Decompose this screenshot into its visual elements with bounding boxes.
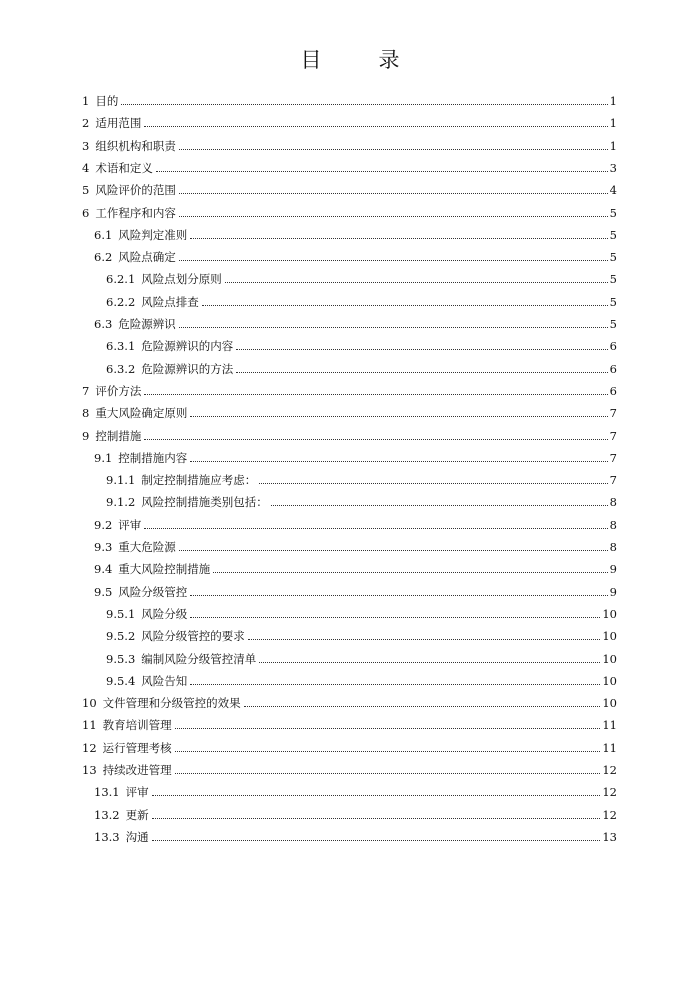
toc-entry[interactable]: [82, 198, 617, 220]
toc-entry-page-number: 10: [602, 651, 617, 666]
toc-entry-page-number: 5: [609, 205, 617, 220]
toc-entry-number: 7: [82, 383, 90, 398]
toc-entry-number: 6.3: [94, 317, 113, 331]
toc-dot-leader: [144, 527, 607, 529]
toc-entry[interactable]: [82, 86, 617, 108]
toc-entry-title: 风险控制措施类别包括：: [141, 495, 268, 510]
toc-dot-leader: [190, 237, 607, 239]
toc-dot-leader: [248, 638, 601, 640]
toc-entry-title: 更新: [125, 807, 149, 822]
toc-entry-number: 9.1: [94, 450, 113, 465]
toc-dot-leader: [175, 772, 601, 774]
toc-entry-number: 4: [82, 160, 90, 175]
toc-entry-title: 风险判定准则: [118, 227, 188, 242]
toc-dot-leader: [179, 326, 608, 328]
toc-entry-number: 6: [82, 205, 90, 220]
toc-entry-page-number: 10: [602, 629, 617, 644]
toc-dot-leader: [175, 727, 601, 729]
toc-entry-title: 目的: [95, 94, 119, 108]
toc-entry-number: 9.5: [94, 584, 113, 599]
toc-entry-title: 组织机构和职责: [95, 138, 176, 153]
toc-entry-title: 术语和定义: [95, 160, 153, 175]
toc-entry[interactable]: [82, 108, 617, 130]
toc-entry-number: 13.3: [94, 829, 120, 844]
toc-entry[interactable]: [106, 666, 617, 688]
toc-entry-page-number: 1: [609, 138, 617, 153]
toc-entry-title: 适用范围: [95, 116, 142, 131]
toc-dot-leader: [152, 839, 601, 841]
toc-entry-page-number: 5: [609, 250, 617, 265]
toc-dot-leader: [179, 259, 608, 261]
toc-entry-page-number: 10: [602, 606, 617, 621]
toc-entry-number: 6.2.1: [106, 272, 136, 287]
toc-entry-page-number: 8: [609, 540, 617, 554]
toc-entry-number: 9.5.4: [106, 673, 136, 688]
toc-entry-page-number: 7: [609, 473, 617, 488]
toc-entry-title: 风险分级管控: [118, 584, 188, 599]
toc-entry-page-number: 1: [609, 116, 617, 131]
toc-entry-number: 9.5.1: [106, 606, 136, 621]
toc-entry-page-number: 5: [609, 294, 617, 309]
toc-dot-leader: [259, 661, 600, 663]
toc-entry-page-number: 3: [609, 160, 617, 175]
toc-entry-page-number: 7: [609, 428, 617, 443]
toc-entry-number: 9.3: [94, 540, 113, 554]
toc-dot-leader: [271, 504, 608, 506]
toc-entry-title: 危险源辨识的内容: [141, 339, 234, 354]
toc-entry-title: 持续改进管理: [102, 763, 172, 777]
toc-entry-title: 重大危险源: [118, 540, 176, 554]
toc-entry[interactable]: [94, 822, 617, 844]
toc-entry-number: 1: [82, 94, 90, 108]
toc-entry-page-number: 7: [609, 450, 617, 465]
toc-entry-number: 13.1: [94, 785, 120, 800]
toc-entry-number: 6.2: [94, 250, 113, 265]
toc-entry-page-number: 5: [609, 272, 617, 287]
toc-entry-title: 危险源辨识的方法: [141, 361, 234, 376]
toc-entry[interactable]: [82, 421, 617, 443]
toc-entry-page-number: 8: [609, 517, 617, 532]
toc-entry-number: 2: [82, 116, 90, 131]
toc-entry[interactable]: [82, 733, 617, 755]
toc-entry[interactable]: [82, 710, 617, 732]
toc-entry[interactable]: [94, 554, 617, 576]
toc-entry-page-number: 11: [602, 740, 617, 755]
toc-entry-title: 评审: [118, 517, 142, 532]
toc-entry-page-number: 10: [602, 673, 617, 688]
toc-dot-leader: [156, 170, 608, 172]
toc-dot-leader: [179, 148, 608, 150]
toc-entry[interactable]: [106, 621, 617, 643]
toc-entry[interactable]: [106, 264, 617, 286]
toc-dot-leader: [179, 549, 608, 551]
toc-entry[interactable]: [82, 688, 617, 710]
toc-entry-page-number: 7: [609, 406, 617, 421]
toc-entry-number: 8: [82, 406, 90, 421]
toc-dot-leader: [152, 794, 601, 796]
toc-dot-leader: [190, 460, 607, 462]
toc-dot-leader: [259, 482, 607, 484]
toc-dot-leader: [213, 571, 607, 573]
toc-entry[interactable]: [106, 465, 617, 487]
toc-entry-title: 风险分级: [141, 606, 188, 621]
toc-entry-number: 9.2: [94, 517, 113, 532]
toc-entry[interactable]: [82, 175, 617, 197]
toc-entry-page-number: 6: [609, 383, 617, 398]
toc-entry[interactable]: [106, 644, 617, 666]
toc-entry-title: 风险告知: [141, 673, 188, 688]
toc-entry-page-number: 5: [609, 317, 617, 331]
toc-dot-leader: [144, 438, 607, 440]
toc-entry-title: 风险点排查: [141, 294, 199, 309]
toc-entry-number: 11: [82, 718, 97, 733]
toc-dot-leader: [121, 103, 607, 105]
toc-dot-leader: [179, 192, 608, 194]
toc-entry-number: 9.5.2: [106, 629, 136, 644]
toc-dot-leader: [236, 371, 607, 373]
toc-entry-page-number: 9: [609, 562, 617, 577]
toc-entry-number: 12: [82, 740, 97, 755]
toc-entry-number: 9.1.2: [106, 495, 136, 510]
toc-entry-title: 控制措施内容: [118, 450, 188, 465]
toc-entry-title: 风险点确定: [118, 250, 176, 265]
toc-entry[interactable]: [94, 309, 617, 331]
toc-entry-title: 风险评价的范围: [95, 183, 176, 198]
toc-entry-number: 13: [82, 763, 97, 777]
toc-dot-leader: [190, 415, 607, 417]
toc-entry[interactable]: [94, 577, 617, 599]
toc-entry[interactable]: [106, 599, 617, 621]
toc-entry-title: 评价方法: [95, 383, 142, 398]
toc-entry[interactable]: [94, 443, 617, 465]
toc-entry-title: 重大风险确定原则: [95, 406, 188, 421]
toc-entry-title: 评审: [125, 785, 149, 800]
toc-entry-page-number: 13: [602, 829, 617, 844]
toc-dot-leader: [144, 393, 607, 395]
toc-entry[interactable]: [82, 153, 617, 175]
toc-entry-number: 6.2.2: [106, 294, 136, 309]
toc-entry[interactable]: [94, 532, 617, 554]
toc-entry[interactable]: [82, 131, 617, 153]
toc-entry-page-number: 5: [609, 227, 617, 242]
toc-entry[interactable]: [82, 376, 617, 398]
toc-entry-page-number: 11: [602, 718, 617, 733]
toc-entry-page-number: 12: [602, 807, 617, 822]
toc-entry-number: 6.3.2: [106, 361, 136, 376]
toc-entry[interactable]: [106, 331, 617, 353]
toc-entry-page-number: 8: [609, 495, 617, 510]
toc-dot-leader: [152, 817, 601, 819]
toc-entry-title: 运行管理考核: [102, 740, 172, 755]
toc-entry-number: 9: [82, 428, 90, 443]
toc-entry-page-number: 10: [602, 696, 617, 711]
toc-entry-title: 控制措施: [95, 428, 142, 443]
toc-entry-number: 10: [82, 696, 97, 711]
toc-entry-page-number: 12: [602, 763, 617, 777]
toc-entry-title: 风险点划分原则: [141, 272, 222, 287]
toc-entry-title: 编制风险分级管控清单: [141, 651, 257, 666]
toc-entry-number: 9.5.3: [106, 651, 136, 666]
toc-entry-page-number: 12: [602, 785, 617, 800]
toc-entry-page-number: 6: [609, 339, 617, 354]
toc-entry-title: 重大风险控制措施: [118, 562, 211, 577]
toc-entry-title: 工作程序和内容: [95, 205, 176, 220]
toc-dot-leader: [190, 594, 607, 596]
toc-entry-number: 6.1: [94, 227, 113, 242]
toc-entry-title: 教育培训管理: [102, 718, 172, 733]
toc-entry-title: 沟通: [125, 829, 149, 844]
toc-dot-leader: [244, 705, 601, 707]
toc-entry-title: 制定控制措施应考虑：: [141, 473, 257, 488]
toc-entry-title: 危险源辨识: [118, 317, 176, 331]
toc-entry-number: 9.4: [94, 562, 113, 577]
toc-entry-number: 13.2: [94, 807, 120, 822]
toc-dot-leader: [144, 125, 607, 127]
toc-entry-title: 文件管理和分级管控的效果: [102, 696, 241, 711]
toc-entry[interactable]: [94, 777, 617, 799]
toc-dot-leader: [236, 348, 607, 350]
toc-entry-number: 3: [82, 138, 90, 153]
toc-entry-page-number: 9: [609, 584, 617, 599]
toc-entry[interactable]: [94, 800, 617, 822]
toc-entry-page-number: 6: [609, 361, 617, 376]
toc-dot-leader: [179, 215, 608, 217]
toc-dot-leader: [190, 616, 600, 618]
toc-entry[interactable]: [106, 354, 617, 376]
toc-entry[interactable]: [106, 287, 617, 309]
toc-dot-leader: [190, 683, 600, 685]
toc-entry-title: 风险分级管控的要求: [141, 629, 245, 644]
toc-entry-page-number: 4: [609, 183, 617, 198]
toc-dot-leader: [202, 304, 608, 306]
toc-entry-number: 9.1.1: [106, 473, 136, 488]
toc-entry[interactable]: [94, 220, 617, 242]
toc-entry[interactable]: [94, 510, 617, 532]
toc-entry-number: 5: [82, 183, 90, 198]
toc-entry-number: 6.3.1: [106, 339, 136, 354]
toc-entry[interactable]: [94, 242, 617, 264]
toc-dot-leader: [225, 281, 608, 283]
toc-dot-leader: [175, 750, 601, 752]
toc-entry[interactable]: [82, 398, 617, 420]
toc-entry[interactable]: [82, 755, 617, 777]
toc-entry[interactable]: [106, 487, 617, 509]
toc-entry-page-number: 1: [609, 94, 617, 108]
page-title: 目 录: [300, 48, 418, 72]
